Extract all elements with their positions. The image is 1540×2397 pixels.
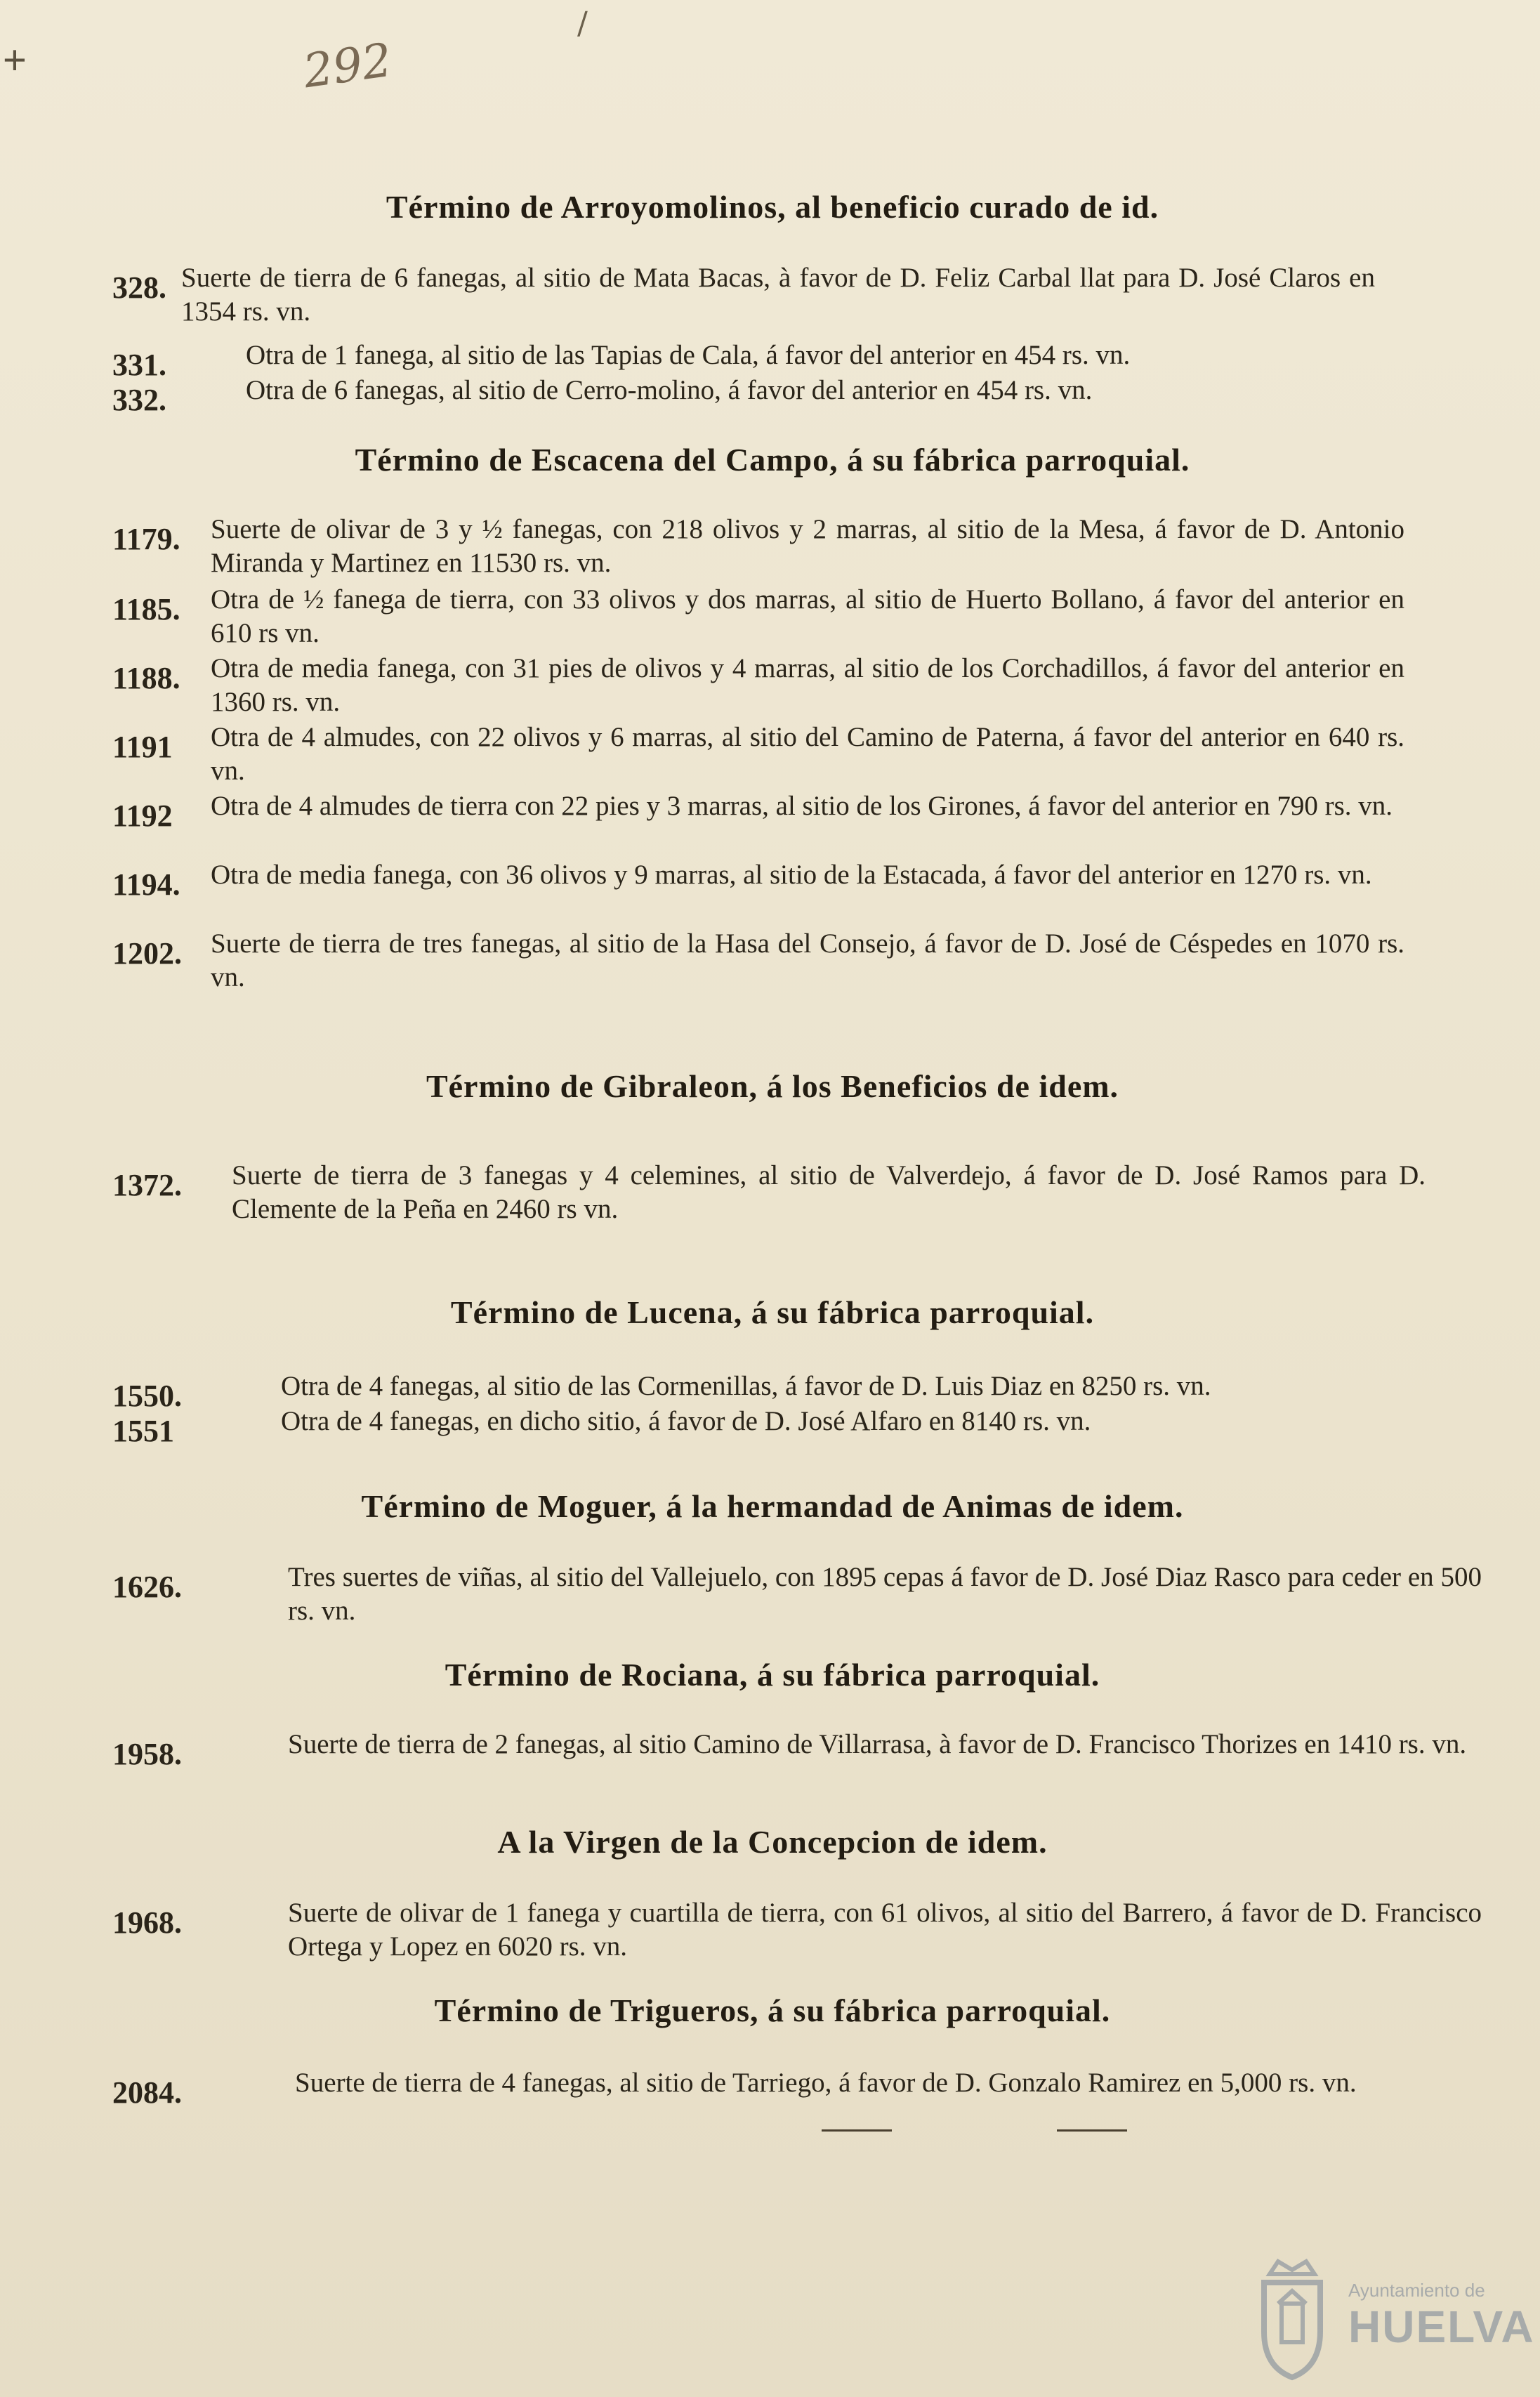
entry-text: Suerte de tierra de tres fanegas, al sitio de la Hasa del Consejo, á favor de D. José de Céspedes en 1070 rs. vn. <box>211 928 1404 992</box>
entry-number: 331. <box>112 348 166 382</box>
margin-tick-mark: / <box>577 6 588 41</box>
entry-text: Suerte de tierra de 4 fanegas, al sitio de Tarriego, á favor de D. Gonzalo Ramirez en 5,000 rs. vn. <box>295 2068 1357 2098</box>
entry-number: 1968. <box>112 1905 182 1940</box>
section-heading-trigueros: Término de Trigueros, á su fábrica parroquial. <box>434 1992 1111 2028</box>
margin-plus-mark: + <box>3 37 27 83</box>
section-heading-gibraleon: Término de Gibraleon, á los Beneficios de idem. <box>426 1068 1119 1104</box>
closing-rule-left <box>822 2129 892 2132</box>
entry-text: Otra de 4 fanegas, al sitio de las Cormenillas, á favor de D. Luis Diaz en 8250 rs. vn. <box>281 1371 1211 1401</box>
entry-number: 2084. <box>112 2075 182 2110</box>
section-heading-lucena: Término de Lucena, á su fábrica parroquial. <box>450 1294 1095 1330</box>
entry-number: 1551 <box>112 1414 174 1448</box>
entry-text: Otra de 6 fanegas, al sitio de Cerro-molino, á favor del anterior en 454 rs. vn. <box>246 375 1093 405</box>
section-heading-escacena: Término de Escacena del Campo, á su fábrica parroquial. <box>355 442 1190 478</box>
section-heading-arroyomolinos: Término de Arroyomolinos, al beneficio curado de id. <box>386 189 1159 225</box>
entry-text: Otra de 4 fanegas, en dicho sitio, á favor de D. José Alfaro en 8140 rs. vn. <box>281 1406 1091 1436</box>
handwritten-page-number: 292 <box>300 32 395 99</box>
entry-text: Otra de media fanega, con 36 olivos y 9 marras, al sitio de la Estacada, á favor del anterior en 1270 rs. vn. <box>211 860 1372 890</box>
stamp-line-1: Ayuntamiento de <box>1348 2280 1485 2301</box>
section-heading-virgen-concepcion: A la Virgen de la Concepcion de idem. <box>497 1824 1048 1860</box>
entry-text: Suerte de tierra de 2 fanegas, al sitio Camino de Villarrasa, à favor de D. Francisco Thorizes en 1410 rs. vn. <box>288 1729 1467 1759</box>
entry-number: 1194. <box>112 867 180 902</box>
closing-rule-right <box>1057 2129 1127 2132</box>
entry-number: 1191 <box>112 730 173 764</box>
entry-text: Otra de media fanega, con 31 pies de olivos y 4 marras, al sitio de los Corchadillos, á favor del anterior en 1360 rs. vn. <box>211 653 1404 717</box>
entry-text: Otra de 4 almudes, con 22 olivos y 6 marras, al sitio del Camino de Paterna, á favor del anterior en 640 rs. vn. <box>211 722 1404 786</box>
entry-number: 332. <box>112 383 166 417</box>
entry-number: 1185. <box>112 592 180 626</box>
ayuntamiento-huelva-logo <box>1250 2254 1535 2381</box>
entry-text: Tres suertes de viñas, al sitio del Vallejuelo, con 1895 cepas á favor de D. José Diaz Rasco para ceder en 500 rs. vn. <box>288 1562 1482 1626</box>
entry-number: 1550. <box>112 1379 182 1413</box>
entry-number: 1188. <box>112 661 180 695</box>
entry-text: Suerte de tierra de 6 fanegas, al sitio de Mata Bacas, à favor de D. Feliz Carbal llat para D. José Claros en 1354 rs. vn. <box>181 263 1375 327</box>
entry-number: 1372. <box>112 1168 182 1202</box>
entry-number: 328. <box>112 270 166 305</box>
entry-text: Otra de 4 almudes de tierra con 22 pies y 3 marras, al sitio de los Girones, á favor del anterior en 790 rs. vn. <box>211 791 1393 821</box>
entry-text: Otra de ½ fanega de tierra, con 33 olivos y dos marras, al sitio de Huerto Bollano, á favor del anterior en 610 rs vn. <box>211 584 1404 648</box>
entry-text: Suerte de olivar de 1 fanega y cuartilla de tierra, con 61 olivos, al sitio del Barrero, á favor de D. Francisco Ortega y Lopez en 6020 rs. vn. <box>288 1898 1482 1962</box>
entry-number: 1179. <box>112 522 180 556</box>
entry-text: Suerte de olivar de 3 y ½ fanegas, con 218 olivos y 2 marras, al sitio de la Mesa, á favor de D. Antonio Miranda y Martinez en 11530 rs. vn. <box>211 514 1404 578</box>
entry-number: 1958. <box>112 1737 182 1771</box>
section-heading-rociana: Término de Rociana, á su fábrica parroquial. <box>445 1657 1100 1693</box>
entry-number: 1626. <box>112 1570 182 1604</box>
entry-text: Suerte de tierra de 3 fanegas y 4 celemines, al sitio de Valverdejo, á favor de D. José Ramos para D. Clemente de la Peña en 2460 rs vn. <box>232 1160 1426 1224</box>
section-heading-moguer: Término de Moguer, á la hermandad de Animas de idem. <box>361 1488 1184 1524</box>
entry-number: 1202. <box>112 936 182 971</box>
entry-text: Otra de 1 fanega, al sitio de las Tapias de Cala, á favor del anterior en 454 rs. vn. <box>246 340 1131 370</box>
entry-number: 1192 <box>112 799 173 833</box>
coat-of-arms-icon <box>1250 2254 1334 2381</box>
stamp-line-2: HUELVA <box>1348 2301 1535 2352</box>
